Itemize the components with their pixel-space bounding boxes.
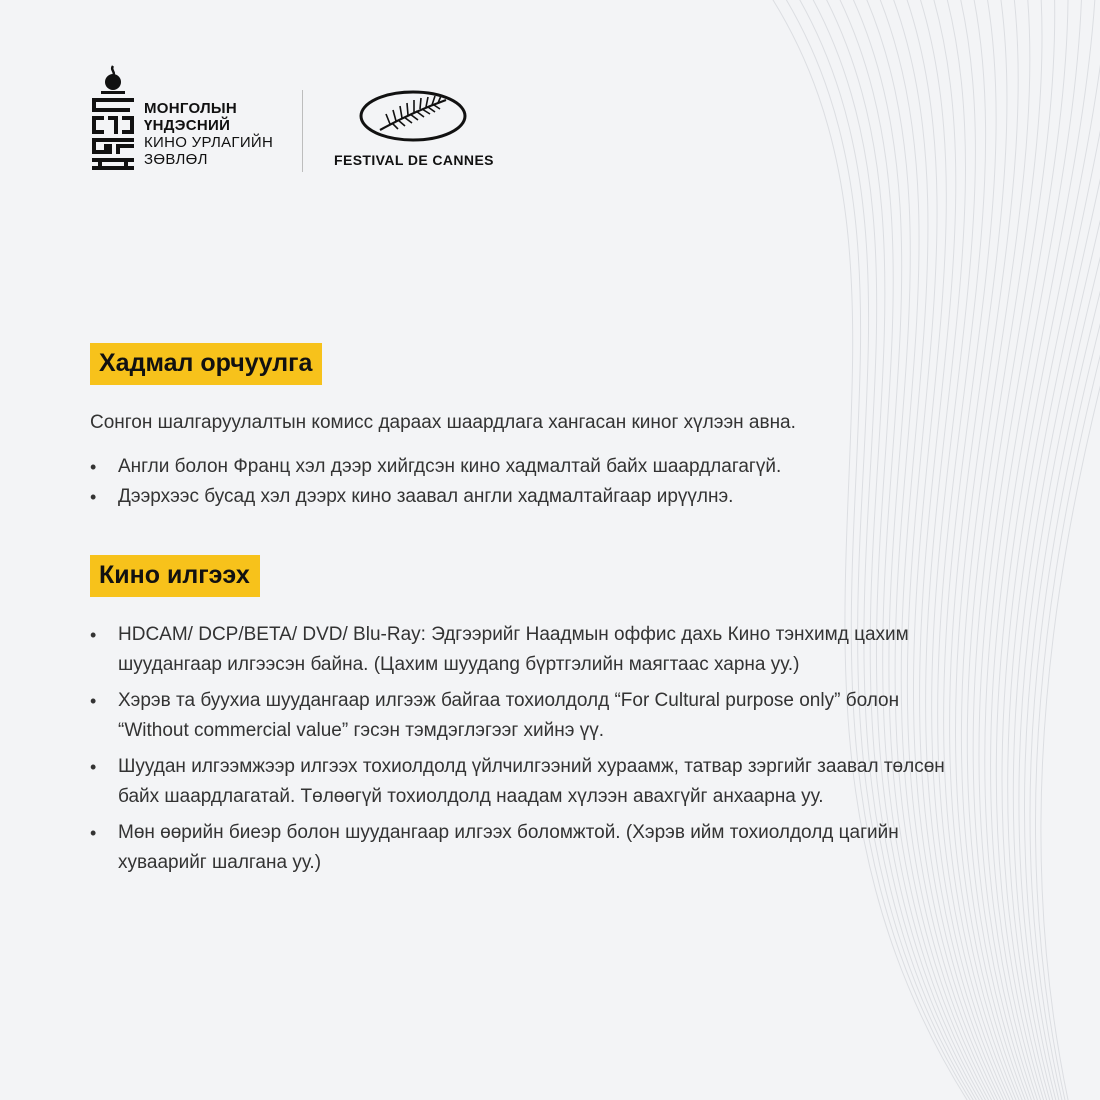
list-item: • Дээрхээс бусад хэл дээрх кино заавал англи хадмалтайгаар ирүүлнэ.	[90, 482, 960, 512]
logo-divider	[302, 90, 303, 172]
background-wave-line	[985, 0, 1082, 1100]
header-logos	[88, 62, 508, 176]
subtitles-list	[90, 452, 960, 512]
mongolian-film-council-name	[144, 100, 273, 168]
list-item: • Шуудан илгээмжээр илгээх тохиолдолд үйлчилгээний хураамж, татвар зэргийг заавал төлсөн байх шаардлагатай. Төлөөгүй тохиолдолд наадам хүлээн авахгүйг анхаарна уу.	[90, 752, 960, 812]
mongolian-film-council-emblem	[88, 64, 138, 174]
list-item: • HDCAM/ DCP/BETA/ DVD/ Blu-Ray: Эдгээрийг Наадмын оффис дахь Кино тэнхимд цахим шуудангаар илгээсэн байна. (Цахим шуудang бүртгэлийн маягтаас харна уу.)	[90, 620, 960, 680]
org-name-line3: КИНО УРЛАГИЙН	[144, 134, 274, 151]
org-name-line4: ЗӨВЛӨЛ	[144, 151, 208, 168]
background-wave-line	[872, 0, 1002, 1100]
background-wave-line	[774, 0, 983, 1100]
org-name-line2: ҮНДЭСНИЙ	[144, 117, 231, 134]
background-wave-line	[802, 0, 988, 1100]
background-wave-line	[991, 0, 1096, 1100]
cannes-palm-logo	[358, 90, 468, 142]
submission-heading: Кино илгээх	[90, 555, 260, 597]
background-wave-line	[760, 0, 980, 1100]
list-item: • Англи болон Франц хэл дээр хийгдсэн кино хадмалтай байх шаардлагагүй.	[90, 452, 960, 482]
subtitles-intro: Сонгон шалгаруулалтын комисс дараах шаардлага хангасан киног хүлээн авна.	[90, 412, 796, 433]
list-item: • Мөн өөрийн биеэр болон шуудангаар илгээх боломжтой. (Хэрэв ийм тохиолдолд цагийн хуваарийг шалгана уу.)	[90, 818, 960, 878]
submission-list	[90, 620, 960, 884]
background-wave-line	[979, 0, 1068, 1100]
list-item: • Хэрэв та буухиа шуудангаар илгээж байгаа тохиолдолд “For Cultural purpose only” болон “Without commercial value” гэсэн тэмдэглэгээг хийнэ үү.	[90, 686, 960, 746]
background-wave-line	[913, 0, 1010, 1100]
background-wave-line	[1041, 0, 1100, 1100]
subtitles-heading: Хадмал орчуулга	[90, 343, 322, 385]
org-name-line1: МОНГОЛЫН	[144, 100, 238, 117]
cannes-label: FESTIVAL DE CANNES	[334, 152, 494, 168]
